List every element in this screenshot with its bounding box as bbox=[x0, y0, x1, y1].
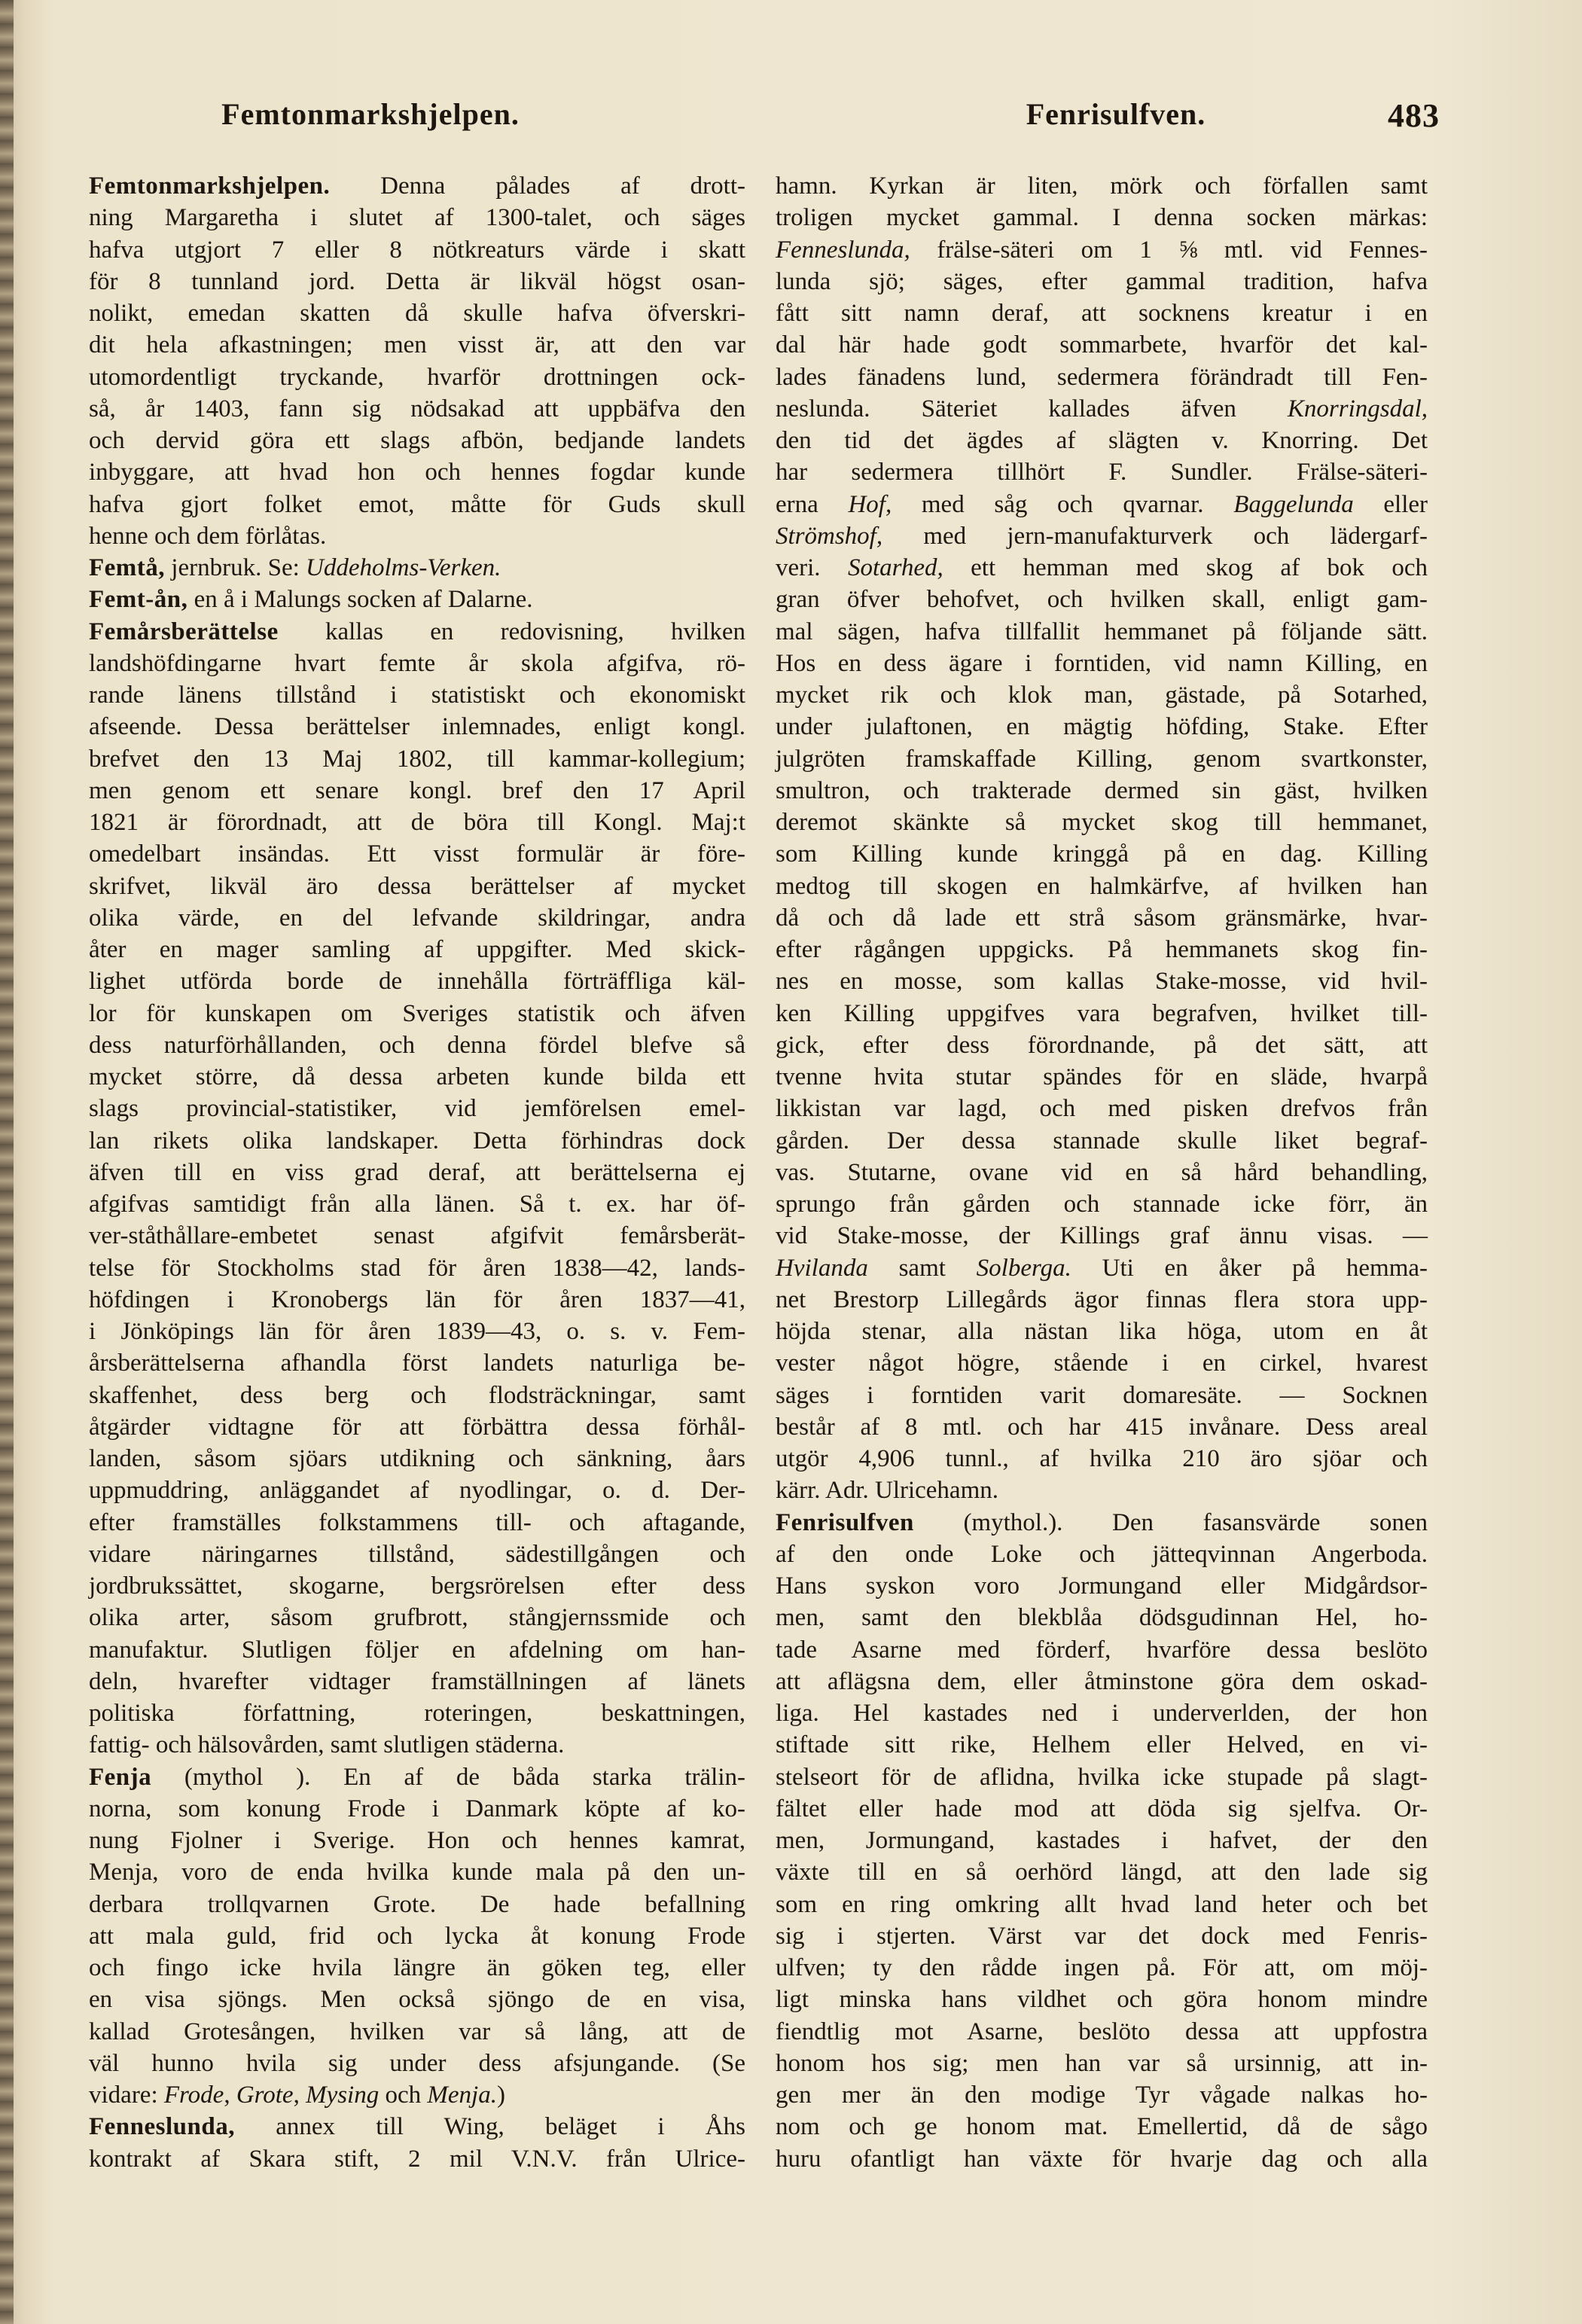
left-column bbox=[89, 170, 745, 2175]
headword: Femårsberättelse bbox=[89, 618, 279, 645]
text-line: tvenne hvita stutar spändes för en släde, hvarpå bbox=[776, 1063, 1428, 1090]
cross-reference: Mysing bbox=[306, 2082, 379, 2109]
entry-femt-an bbox=[89, 584, 745, 615]
entry-text: annex till Wing, beläget i Åhs bbox=[234, 2113, 745, 2141]
text-line: nom och ge honom mat. Emellertid, då de sågo bbox=[776, 2113, 1428, 2141]
text-line: af den onde Loke och jätteqvinnan Angerboda. bbox=[776, 1540, 1428, 1568]
text-line: säges i forntiden varit domaresäte. — Socknen bbox=[776, 1381, 1428, 1409]
text-line: väl hunno hvila sig under dess afsjungande. (Se bbox=[89, 2049, 745, 2077]
text-line: skaffenhet, dess berg och flodsträckningar, samt bbox=[89, 1381, 745, 1409]
text-line: vidare: Frode, Grote, Mysing och Menja.) bbox=[89, 2082, 505, 2109]
text-line: nolikt, emedan skatten då skulle hafva öfverskri- bbox=[89, 300, 745, 327]
text-line: tade Asarne med förderf, hvarföre dessa beslöto bbox=[776, 1636, 1428, 1664]
place-name: Solberga. bbox=[976, 1254, 1071, 1282]
cross-reference: Uddeholms-Verken. bbox=[306, 554, 501, 581]
place-name: Fenneslunda, bbox=[776, 236, 910, 264]
text-line: 1821 är förordnadt, att de böra till Kongl. Maj:t bbox=[89, 809, 745, 836]
text-line: mal sägen, hafva tillfallit hemmanet på följande sätt. bbox=[776, 618, 1428, 645]
entry-fenja bbox=[89, 1761, 745, 2112]
text-line: omedelbart insändas. Ett visst formulär är före- bbox=[89, 840, 745, 868]
headword: Femtå, bbox=[89, 554, 166, 581]
running-title-right: Fenrisulfven. bbox=[1026, 97, 1206, 131]
text-line: mycket rik och klok man, gästade, på Sotarhed, bbox=[776, 682, 1428, 709]
text-line: brefvet den 13 Maj 1802, till kammar-kollegium; bbox=[89, 745, 745, 773]
text-line: derbara trollqvarnen Grote. De hade befallning bbox=[89, 1890, 745, 1918]
text-line: ning Margaretha i slutet af 1300-talet, och säges bbox=[89, 204, 745, 232]
text-line: efter framställes folkstammens till- och aftagande, bbox=[89, 1508, 745, 1536]
text-line: vester något högre, stående i en cirkel, hvarest bbox=[776, 1350, 1428, 1377]
text-line: skrifvet, likväl äro dessa berättelser af mycket bbox=[89, 872, 745, 900]
text-line: men, Jormungand, kastades i hafvet, der den bbox=[776, 1827, 1428, 1854]
text-line: dit hela afkastningen; men visst är, att den var bbox=[89, 331, 745, 359]
text-line: gen mer än den modige Tyr vågade nalkas ho- bbox=[776, 2082, 1428, 2109]
headword: Femtonmarkshjelpen. bbox=[89, 172, 331, 200]
text-line: afgifvas samtidigt från alla länen. Så t. ex. har öf- bbox=[89, 1191, 745, 1218]
running-title-left: Femtonmarkshjelpen. bbox=[221, 97, 520, 131]
text-line: en visa sjöngs. Men också sjöngo de en visa, bbox=[89, 1986, 745, 2014]
text-line: ulfven; ty den rådde ingen på. För att, om möj- bbox=[776, 1954, 1428, 1981]
text-line: utgör 4,906 tunnl., af hvilka 210 äro sjöar och bbox=[776, 1445, 1428, 1472]
text-line: åter en mager samling af uppgifter. Med skick- bbox=[89, 936, 745, 963]
place-name: Sotarhed, bbox=[847, 554, 943, 581]
entry-text: (mythol ). En af de båda starka trälin- bbox=[151, 1763, 745, 1791]
text-line: deln, hvarefter vidtager framställningen af länets bbox=[89, 1667, 745, 1695]
text-line: att mala guld, frid och lycka åt konung Frode bbox=[89, 1922, 745, 1950]
text-line: julgröten framskaffade Killing, genom svartkonster, bbox=[776, 745, 1428, 773]
text-line: dess naturförhållanden, och denna fördel blefve så bbox=[89, 1031, 745, 1059]
cross-reference: Menja. bbox=[427, 2082, 497, 2109]
entry-femtonmarkshjelpen bbox=[89, 170, 745, 552]
text-line: liga. Hel kastades ned i underverlden, der hon bbox=[776, 1700, 1428, 1727]
text-line: landen, såsom sjöars utdikning och sänkning, åars bbox=[89, 1445, 745, 1472]
text-line: jordbrukssättet, skogarne, bergsrörelsen efter dess bbox=[89, 1572, 745, 1600]
entry-text: kallas en redovisning, hvilken bbox=[278, 618, 745, 645]
text-line: huru ofantligt han växte för hvarje dag och alla bbox=[776, 2145, 1428, 2173]
text-line: har sedermera tillhört F. Sundler. Frälse-säteri- bbox=[776, 459, 1428, 486]
headword: Fenja bbox=[89, 1763, 152, 1791]
text-line: lunda sjö; säges, efter gammal tradition, hafva bbox=[776, 267, 1428, 295]
text-line: under julaftonen, en mägtig höfding, Stake. Efter bbox=[776, 713, 1428, 741]
entry-fenrisulfven bbox=[776, 1507, 1428, 2175]
entry-text: jernbruk. Se: bbox=[165, 554, 306, 581]
see-also-prefix: vidare: bbox=[89, 2082, 164, 2109]
text-line: som Killing kunde kringgå på en dag. Killing bbox=[776, 840, 1428, 868]
text-line: som en ring omkring allt hvad land heter och bet bbox=[776, 1890, 1428, 1918]
text-line: troligen mycket gammal. I denna socken märkas: bbox=[776, 204, 1428, 232]
text-line: ken Killing uppgifves vara begrafven, hvilket till- bbox=[776, 999, 1428, 1027]
place-name: Hvilanda bbox=[776, 1254, 868, 1282]
text-line: lades fänadens lund, sedermera förändradt till Fen- bbox=[776, 363, 1428, 391]
text-line: rande länens tillstånd i statistiskt och ekonomiskt bbox=[89, 682, 745, 709]
right-column bbox=[776, 170, 1428, 2175]
text-line: afseende. Dessa berättelser inlemnades, enligt kongl. bbox=[89, 713, 745, 741]
text-line: kallad Grotesången, hvilken var så lång, att de bbox=[89, 2017, 745, 2045]
text-line: hafva utgjort 7 eller 8 nötkreaturs värde i skatt bbox=[89, 236, 745, 264]
text-line: sig i stjerten. Värst var det dock med Fenris- bbox=[776, 1922, 1428, 1950]
text-line: fått sitt namn deraf, att socknens kreatur i en bbox=[776, 300, 1428, 327]
cross-reference: Frode bbox=[163, 2082, 224, 2109]
text-line: för 8 tunnland jord. Detta är likväl högst osan- bbox=[89, 267, 745, 295]
text-line: norna, som konung Frode i Danmark köpte af ko- bbox=[89, 1795, 745, 1822]
text-line: nes en mosse, som kallas Stake-mosse, vid hvil- bbox=[776, 968, 1428, 996]
entry-text: (mythol.). Den fasansvärde sonen bbox=[913, 1508, 1428, 1536]
text-line: uppmuddring, anläggandet af nyodlingar, o. d. Der- bbox=[89, 1477, 745, 1505]
page-number: 483 bbox=[1388, 97, 1440, 134]
text-line: fiendtlig mot Asarne, beslöto dessa att uppfostra bbox=[776, 2017, 1428, 2045]
text-line: manufaktur. Slutligen följer en afdelning om han- bbox=[89, 1636, 745, 1664]
text-line: likkistan var lagd, och med pisken drefvos från bbox=[776, 1095, 1428, 1123]
text-line: olika värde, en del lefvande skildringar, andra bbox=[89, 904, 745, 932]
text-line: stelseort för de aflidna, hvilka icke stupade på slagt- bbox=[776, 1763, 1428, 1791]
entry-fenneslunda-continued: hamn. Kyrkan är liten, mörk och förfallen samt troligen mycket gammal. I denna socken märkas: Fenneslunda, frälse-säteri om 1 ⅝ mtl. vid Fennes- lunda sjö; säges, efter gammal tradition, hafva fått sitt namn deraf, att socknens kreatur i en dal här hade godt sommarbete, hvarför det kal- lades fänadens lund, sedermera förändradt till Fen- neslunda. Säteriet kallades äfven Knorringsdal, den tid det ägdes af slägten v. Knorring. Det har sedermera tillhört F. Sundler. Frälse-säteri- erna Hof, med såg och qvarnar. Baggelunda eller Strömshof, med jern-manufakturverk och lädergarf- veri. Sotarhed, ett hemman med skog af bok och gran öfver behofvet, och hvilken skall, enligt gam- mal sägen, hafva tillfallit hemmanet på följande sätt. Hos en dess ägare i forntiden, vid namn Killing, en mycket rik och klok man, gästade, på Sotarhed, under julaftonen, en mägtig höfding, Stake. Efter julgröten framskaffade Killing, genom svartkonster, smultron, och trakterade dermed sin gäst, hvilken deremot skänkte så mycket skog till hemmanet, som Killing kunde kringgå på en dag. Killing medtog till skogen en halmkärfve, af hvilken han då och då lade ett strå såsom gränsmärke, hvar- efter rågången uppgicks. På hemmanets skog fin- nes en mosse, som kallas Stake-mosse, vid hvil- ken Killing uppgifves vara begrafven, hvilket till- gick, efter dess förordnande, på det sätt, att tvenne hvita stutar spändes för en släde, hvarpå likkistan var lagd, och med pisken drefvos från gården. Der dessa stannade skulle liket begraf- vas. Stutarne, ovane vid en så hård behandling, sprungo från gården och stannade icke förr, än vid Stake-mosse, der Killings graf ännu visas. — Hvilanda samt Solberga. Uti en åker på hemma- net Brestorp Lillegårds ägor finnas flera stora upp- höjda stenar, alla nästan lika höga, utom en åt vester något högre, stående i en cirkel, hvarest säges i forntiden varit domaresäte. — Socknen består af 8 mtl. och har 415 invånare. Dess areal utgör 4,906 tunnl., af hvilka 210 äro sjöar och kärr. Adr. Ulricehamn. bbox=[776, 170, 1428, 1507]
text-line: gården. Der dessa stannade skulle liket begraf- bbox=[776, 1127, 1428, 1154]
text-line: så, år 1403, fann sig nödsakad att uppbäfva den bbox=[89, 395, 745, 422]
text-line: smultron, och trakterade dermed sin gäst, hvilken bbox=[776, 776, 1428, 804]
text-line: telse för Stockholms stad för åren 1838—42, lands- bbox=[89, 1254, 745, 1282]
text-line: dal här hade godt sommarbete, hvarför det kal- bbox=[776, 331, 1428, 359]
text-line: Hans syskon voro Jormungand eller Midgårdsor- bbox=[776, 1572, 1428, 1600]
text-line: vid Stake-mosse, der Killings graf ännu visas. — bbox=[776, 1222, 1428, 1250]
text-line: vidare näringarnes tillstånd, sädestillgången och bbox=[89, 1540, 745, 1568]
headword: Fenrisulfven bbox=[776, 1508, 914, 1536]
text-line: lor för kunskapen om Sveriges statistik och äfven bbox=[89, 999, 745, 1027]
entry-text: Denna pålades af drott- bbox=[330, 172, 745, 200]
entry-femarsberattelse bbox=[89, 616, 745, 1761]
text-line: den tid det ägdes af slägten v. Knorring. Det bbox=[776, 427, 1428, 454]
headword: Femt-ån, bbox=[89, 586, 188, 614]
text-line: utomordentligt tryckande, hvarför drottningen ock- bbox=[89, 363, 745, 391]
text-line: gick, efter dess förordnande, på det sätt, att bbox=[776, 1031, 1428, 1059]
text-line: höjda stenar, alla nästan lika höga, utom en åt bbox=[776, 1318, 1428, 1345]
text-line: mycket större, då dessa arbeten kunde bilda ett bbox=[89, 1063, 745, 1090]
text-line: kontrakt af Skara stift, 2 mil V.N.V. från Ulrice- bbox=[89, 2145, 745, 2173]
text-line: net Brestorp Lillegårds ägor finnas flera stora upp- bbox=[776, 1286, 1428, 1313]
text-line: Hos en dess ägare i forntiden, vid namn Killing, en bbox=[776, 649, 1428, 677]
text-line: att aflägsna dem, eller åtminstone göra dem oskad- bbox=[776, 1667, 1428, 1695]
text-line: hamn. Kyrkan är liten, mörk och förfallen samt bbox=[776, 172, 1428, 200]
page-binding-edge bbox=[0, 0, 14, 2324]
place-name: Hof, bbox=[848, 490, 892, 518]
text-line: ver-ståthållare-embetet senast afgifvit femårsberät- bbox=[89, 1222, 745, 1250]
text-line: fattig- och hälsovården, samt slutligen städerna. bbox=[89, 1731, 565, 1759]
cross-reference: Grote bbox=[236, 2082, 294, 2109]
text-line: medtog till skogen en halmkärfve, af hvilken han bbox=[776, 872, 1428, 900]
headword: Fenneslunda, bbox=[89, 2113, 235, 2141]
place-name: Baggelunda bbox=[1233, 490, 1354, 518]
text-line: gran öfver behofvet, och hvilken skall, enligt gam- bbox=[776, 586, 1428, 614]
text-line: fältet eller hade mod att döda sig sjelfva. Or- bbox=[776, 1795, 1428, 1822]
text-line: deremot skänkte så mycket skog till hemmanet, bbox=[776, 809, 1428, 836]
place-name: Knorringsdal, bbox=[1287, 395, 1428, 422]
entry-femta bbox=[89, 552, 745, 584]
text-line: efter rågången uppgicks. På hemmanets skog fin- bbox=[776, 936, 1428, 963]
text-line: höfdingen i Kronobergs län för åren 1837—41, bbox=[89, 1286, 745, 1313]
text-line: politiska författning, roteringen, beskattningen, bbox=[89, 1700, 745, 1727]
entry-text: en å i Malungs socken af Dalarne. bbox=[187, 586, 533, 614]
place-name: Strömshof, bbox=[776, 522, 883, 550]
text-line: består af 8 mtl. och har 415 invånare. Dess areal bbox=[776, 1413, 1428, 1441]
text-line: honom hos sig; men han var så ursinnig, att in- bbox=[776, 2049, 1428, 2077]
text-line: henne och dem förlåtas. bbox=[89, 522, 327, 550]
text-line: äfven till en viss grad deraf, att berättelserna ej bbox=[89, 1158, 745, 1186]
text-line: hafva gjort folket emot, måtte för Guds skull bbox=[89, 490, 745, 518]
text-line: vas. Stutarne, ovane vid en så hård behandling, bbox=[776, 1158, 1428, 1186]
text-line: nung Fjolner i Sverige. Hon och hennes kamrat, bbox=[89, 1827, 745, 1854]
text-line: inbyggare, att hvad hon och hennes fogdar kunde bbox=[89, 459, 745, 486]
text-line: olika arter, såsom grufbrott, stångjernssmide och bbox=[89, 1604, 745, 1632]
text-line: Menja, voro de enda hvilka kunde mala på den un- bbox=[89, 1859, 745, 1886]
text-line: lan rikets olika landskaper. Detta förhindras dock bbox=[89, 1127, 745, 1154]
text-line: lighet utförda borde de innehålla förträffliga käl- bbox=[89, 968, 745, 996]
text-line: men genom ett senare kongl. bref den 17 April bbox=[89, 776, 745, 804]
text-line: landshöfdingarne hvart femte år skola afgifva, rö- bbox=[89, 649, 745, 677]
text-line: slags provincial-statistiker, vid jemförelsen emel- bbox=[89, 1095, 745, 1123]
text-line: årsberättelserna afhandla först landets naturliga be- bbox=[89, 1350, 745, 1377]
text-line: sprungo från gården och stannade icke förr, än bbox=[776, 1191, 1428, 1218]
text-line: i Jönköpings län för åren 1839—43, o. s. v. Fem- bbox=[89, 1318, 745, 1345]
entry-fenneslunda bbox=[89, 2111, 745, 2175]
text-line: då och då lade ett strå såsom gränsmärke, hvar- bbox=[776, 904, 1428, 932]
text-line: och dervid göra ett slags afbön, bedjande landets bbox=[89, 427, 745, 454]
text-line: stiftade sitt rike, Helhem eller Helved, en vi- bbox=[776, 1731, 1428, 1759]
text-line: växte till en så oerhörd längd, att den lade sig bbox=[776, 1859, 1428, 1886]
text-line: kärr. Adr. Ulricehamn. bbox=[776, 1477, 999, 1505]
text-line: åtgärder vidtagne för att förbättra dessa förhål- bbox=[89, 1413, 745, 1441]
text-line: och fingo icke hvila längre än göken teg, eller bbox=[89, 1954, 745, 1981]
text-line: ligt minska hans vildhet och göra honom mindre bbox=[776, 1986, 1428, 2014]
text-line: men, samt den blekblåa dödsgudinnan Hel, ho- bbox=[776, 1604, 1428, 1632]
